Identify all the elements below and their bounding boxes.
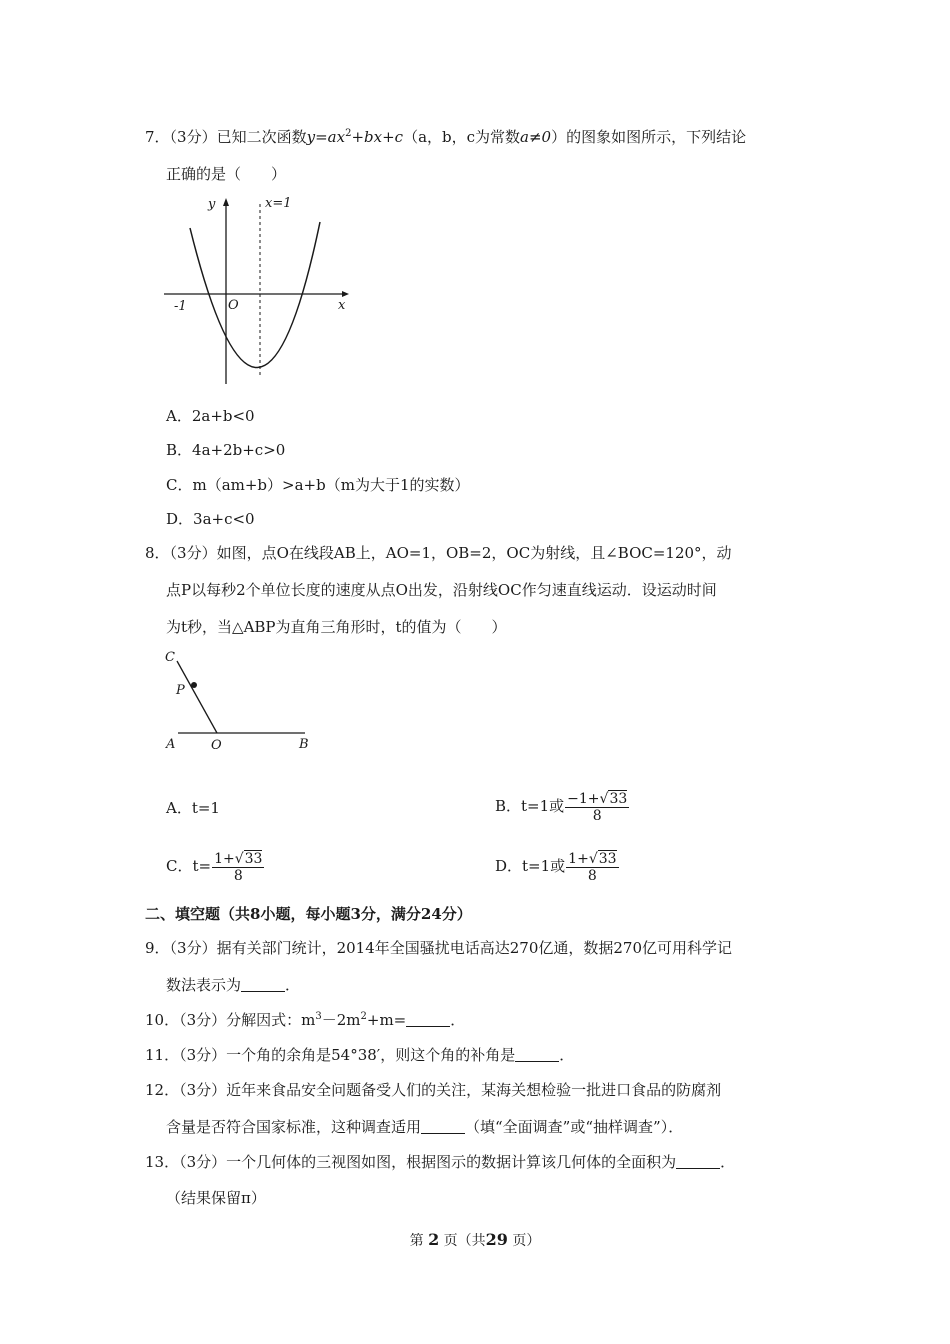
- q7-line2: 正确的是（ ）: [166, 165, 287, 183]
- q12-blank: [421, 1119, 465, 1134]
- page-footer: 第 2 页（共29 页）: [409, 1230, 541, 1249]
- q9-blank: [241, 977, 285, 992]
- graph-neg1-label: -1: [174, 299, 187, 314]
- x-axis-arrow: [342, 291, 349, 297]
- label-a: A: [166, 737, 176, 752]
- q8-line2: 点P以每秒2个单位长度的速度从点O出发，沿射线OC作匀速直线运动．设运动时间: [166, 581, 717, 599]
- q7-option-c: C．m（am+b）>a+b（m为大于1的实数）: [166, 476, 470, 494]
- q7-option-d: D．3a+c<0: [166, 510, 255, 528]
- y-axis-arrow: [223, 198, 229, 206]
- q13-line1: 13．（3分）一个几何体的三视图如图，根据图示的数据计算该几何体的全面积为 ．: [145, 1153, 736, 1171]
- q11-line: 11．（3分）一个角的余角是54°38′，则这个角的补角是 ．: [145, 1046, 575, 1064]
- q8-line3: 为t秒，当△ABP为直角三角形时，t的值为（ ）: [166, 618, 507, 636]
- q7-option-a: A．2a+b<0: [166, 407, 255, 425]
- section-heading: 二、填空题（共8小题，每小题3分，满分24分）: [145, 905, 472, 923]
- q13-line2: （结果保留π）: [166, 1189, 266, 1207]
- graph-y-label: y: [208, 197, 216, 212]
- parabola-curve: [190, 222, 320, 368]
- q9-line1: 9．（3分）据有关部门统计，2014年全国骚扰电话高达270亿通，数据270亿可用科学记: [145, 939, 733, 957]
- q8-line1: 8．（3分）如图，点O在线段AB上，AO=1，OB=2，OC为射线，且∠BOC=120°，动: [145, 544, 732, 562]
- q9-line2: 数法表示为 ．: [166, 976, 301, 994]
- q8-option-a: A．t=1: [166, 799, 220, 817]
- q12-line2: 含量是否符合国家标准，这种调查适用 （填“全面调查”或“抽样调查”）．: [166, 1118, 684, 1136]
- q8-option-d: D．t=1或 $\frac{1+√33}{8}$: [495, 850, 617, 884]
- parabola-graph: [160, 192, 360, 387]
- label-p: P: [176, 683, 185, 698]
- graph-origin-label: O: [228, 298, 239, 313]
- q8-option-c: C．t= $\frac{1+√33}{8}$: [166, 850, 263, 884]
- q10-blank: [406, 1012, 450, 1027]
- point-p: [191, 682, 197, 688]
- q13-blank: [676, 1154, 720, 1169]
- q12-line1: 12．（3分）近年来食品安全问题备受人们的关注，某海关想检验一批进口食品的防腐剂: [145, 1081, 722, 1099]
- q11-blank: [515, 1047, 559, 1062]
- q7-option-b: B．4a+2b+c>0: [166, 441, 286, 459]
- graph-x1-label: x=1: [265, 196, 292, 211]
- label-b: B: [299, 737, 309, 752]
- ray-figure: [160, 647, 320, 752]
- graph-x-label: x: [338, 298, 346, 313]
- q8-option-b: B．t=1或 $\frac{-1+√33}{8}$: [495, 790, 628, 824]
- q7-line1: 7．（3分）已知二次函数$y=ax^2+bx+c(a$，b，c为常数a≠0）的图象如图所示，下列结论: [145, 128, 747, 146]
- q10-line: 10．（3分）分解因式：$m^3-2m^2+m=$ ．: [145, 1011, 466, 1029]
- label-o: O: [211, 738, 222, 753]
- label-c: C: [165, 650, 175, 665]
